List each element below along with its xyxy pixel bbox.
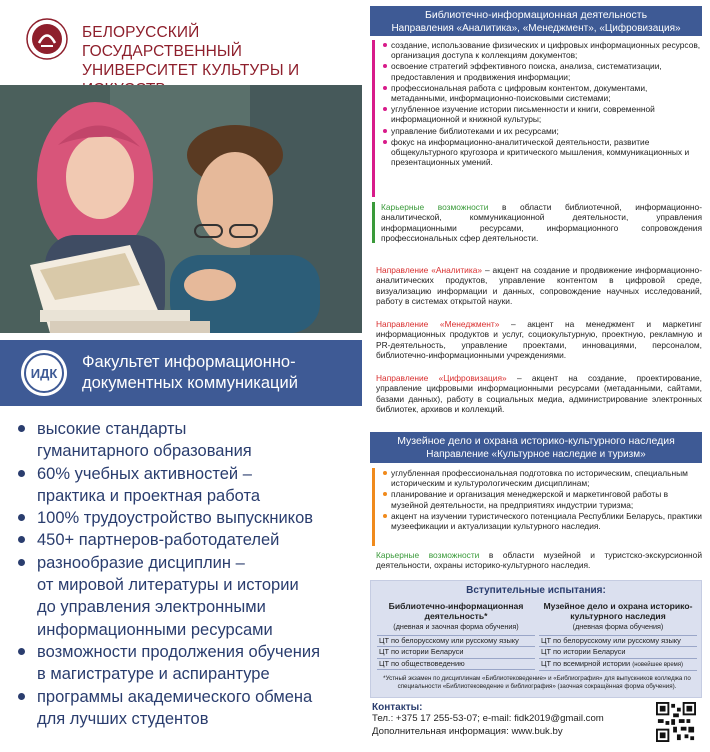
exams-col2-title: Музейное дело и охрана историко-культурного наследия [543,601,693,621]
contacts-website: Дополнительная информация: www.buk.by [372,725,563,737]
exams-column-library [377,601,535,670]
benefit-item: возможности продолжения обучения [12,641,357,663]
benefit-item-continuation: информационными ресурсами [37,620,273,639]
section2-title: Музейное дело и охрана историко-культурного наследия [397,435,675,447]
faculty-logo-text: ИДК [30,366,58,381]
benefit-item-continuation: для лучших студентов [37,709,209,728]
benefit-item: программы академического обмена [12,686,357,708]
section1-list-item: фокус на информационно-аналитической деятельности, развитие общекультурного кругозора и критического мышления, коммуникационных и презентационных умений. [383,137,702,168]
benefit-item: разнообразие дисциплин – [12,552,357,574]
university-name-line2: УНИВЕРСИТЕТ КУЛЬТУРЫ И [82,62,300,79]
benefit-item: 60% учебных активностей – [12,463,357,485]
direction-digital-text: – акцент на создание, проектирование, управление цифровыми информационными ресурсами (метаданными, сайтами, базами данных), работу в социальных медиа, администрирование электронных библиотек, архивов и коллекций. [376,373,702,414]
exams-col1-rows [377,635,535,670]
section2-list-item: углубленная профессиональная подготовка по историческим, специальным историческим и культурологическим дисциплинам; [383,468,702,488]
section1-list-item: создание, использование физических и цифровых информационных ресурсов, организация доступа к коллекциям документов; [383,40,702,60]
section2-header [370,432,702,463]
section1-career-label: Карьерные возможности [381,202,489,212]
exam-row [539,659,697,671]
exam-row: ЦТ по истории Беларуси [377,647,535,658]
benefit-item-continuation: в магистратуре и аспирантуре [37,665,270,684]
section1-header [370,6,702,36]
direction-management [376,319,702,360]
university-name-line1: БЕЛОРУССКИЙ ГОСУДАРСТВЕННЫЙ [82,24,242,60]
section2-list-item: планирование и организация менеджерской и маркетинговой работы в музейной деятельности, на предприятиях индустрии туризма; [383,489,702,509]
faculty-logo-icon [20,349,68,397]
direction-digital-label: Направление «Цифровизация» [376,373,507,383]
exam-row: ЦТ по белорусскому или русскому языку [539,636,697,647]
right-column [362,0,710,752]
faculty-title-line2: документных коммуникаций [82,374,298,392]
benefit-item-continuation: практика и проектная работа [37,486,261,505]
section2-list [372,468,702,546]
students-photo [0,85,362,333]
section1-subtitle: Направления «Аналитика», «Менеджмент», «Цифровизация» [391,23,681,34]
benefit-item: высокие стандарты [12,418,357,440]
exam-row: ЦТ по обществоведению [377,659,535,670]
students-illustration [0,85,362,333]
exams-col2-form: (дневная форма обучения) [572,622,664,631]
exam-row: ЦТ по истории Беларуси [539,647,697,658]
section2-career [376,550,702,571]
benefit-item-continuation: гуманитарного образования [37,442,252,461]
section1-list-item: освоение стратегий эффективного поиска, анализа, систематизации, предоставления и продвижения информации; [383,61,702,81]
section1-list [372,40,702,197]
exams-column-museum [539,601,697,671]
benefit-item: 100% трудоустройство выпускников [12,507,357,529]
exams-col1-title: Библиотечно-информационная деятельность* [388,601,524,621]
section1-career-text: в области библиотечной, информационно-аналитической, коммуникационной деятельности, управления информационными ресурсами, информационного сопровождения профессиональных сфер деятельности. [381,202,703,243]
benefit-item-continuation: до управления электронными [37,598,266,617]
benefit-item: 450+ партнеров-работодателей [12,529,357,551]
section2-career-label: Карьерные возможности [376,550,480,560]
section2-subtitle: Направление «Культурное наследие и туризм» [426,449,646,460]
section1-list-item: углубленное изучение истории письменности и книги, современной информационной и книжной культуры; [383,104,702,124]
direction-analytics-text: – акцент на создание и продвижение информационно-аналитических продуктов, управление контентом в цифровой среде, визуализацию информации и данных, сопровождение научных исследований, работу в системах открытой науки. [376,265,702,306]
faculty-title-line1: Факультет информационно- [82,353,296,371]
exams-col2-rows [539,635,697,671]
exams-col1-form: (дневная и заочная форма обучения) [393,622,519,631]
section2-list-item: акцент на изучении туристического потенциала Республики Беларусь, практики музеефикации и актуализации культурного наследия. [383,511,702,531]
exams-footnote: *Устный экзамен по дисциплинам «Библиотековедение» и «Библиография» для выпускников колледжа по специальности «Библиотековедение и библиография» (заочная сокращённая форма обучения). [383,675,691,690]
qr-code-icon[interactable] [656,702,696,742]
contacts-block [372,702,642,738]
direction-digital [376,373,702,414]
section1-title: Библиотечно-информационная деятельность [424,9,648,21]
section1-list-item: профессиональная работа с цифровым контентом, документами, метаданными, информационно-поисковыми системами; [383,83,702,103]
benefit-item-continuation: от мировой литературы и истории [37,576,299,595]
direction-management-label: Направление «Менеджмент» [376,319,500,329]
university-header [14,18,354,79]
faculty-title [82,352,362,394]
section1-career [372,202,702,243]
section2-career-text: в области музейной и туристско-экскурсионной деятельности, охраны историко-культурного наследия. [376,550,702,571]
exam-row-main: ЦТ по всемирной истории [541,658,633,668]
contacts-phone-email: Тел.: +375 17 255-53-07; e-mail: fidk2019@gmail.com [372,713,604,724]
exam-row: ЦТ по белорусскому или русскому языку [377,636,535,647]
exam-row-note: (новейшее время) [632,661,684,668]
university-crest-icon [26,18,68,60]
exams-title: Вступительные испытания: [466,585,606,596]
faculty-banner [0,340,362,406]
entrance-exams-box [370,580,702,698]
benefits-list [12,418,357,730]
direction-management-text: – акцент на менеджмент и маркетинг информационных продуктов и услуг, социокультурную, проектную, рекламную и PR-деятельность, управление проектами, инновациями, персоналом, библиотечно-информационными учреждениями. [376,319,702,360]
section1-list-item: управление библиотеками и их ресурсами; [383,126,702,136]
contacts-title: Контакты: [372,702,423,713]
direction-analytics-label: Направление «Аналитика» [376,265,483,275]
direction-analytics [376,265,702,306]
